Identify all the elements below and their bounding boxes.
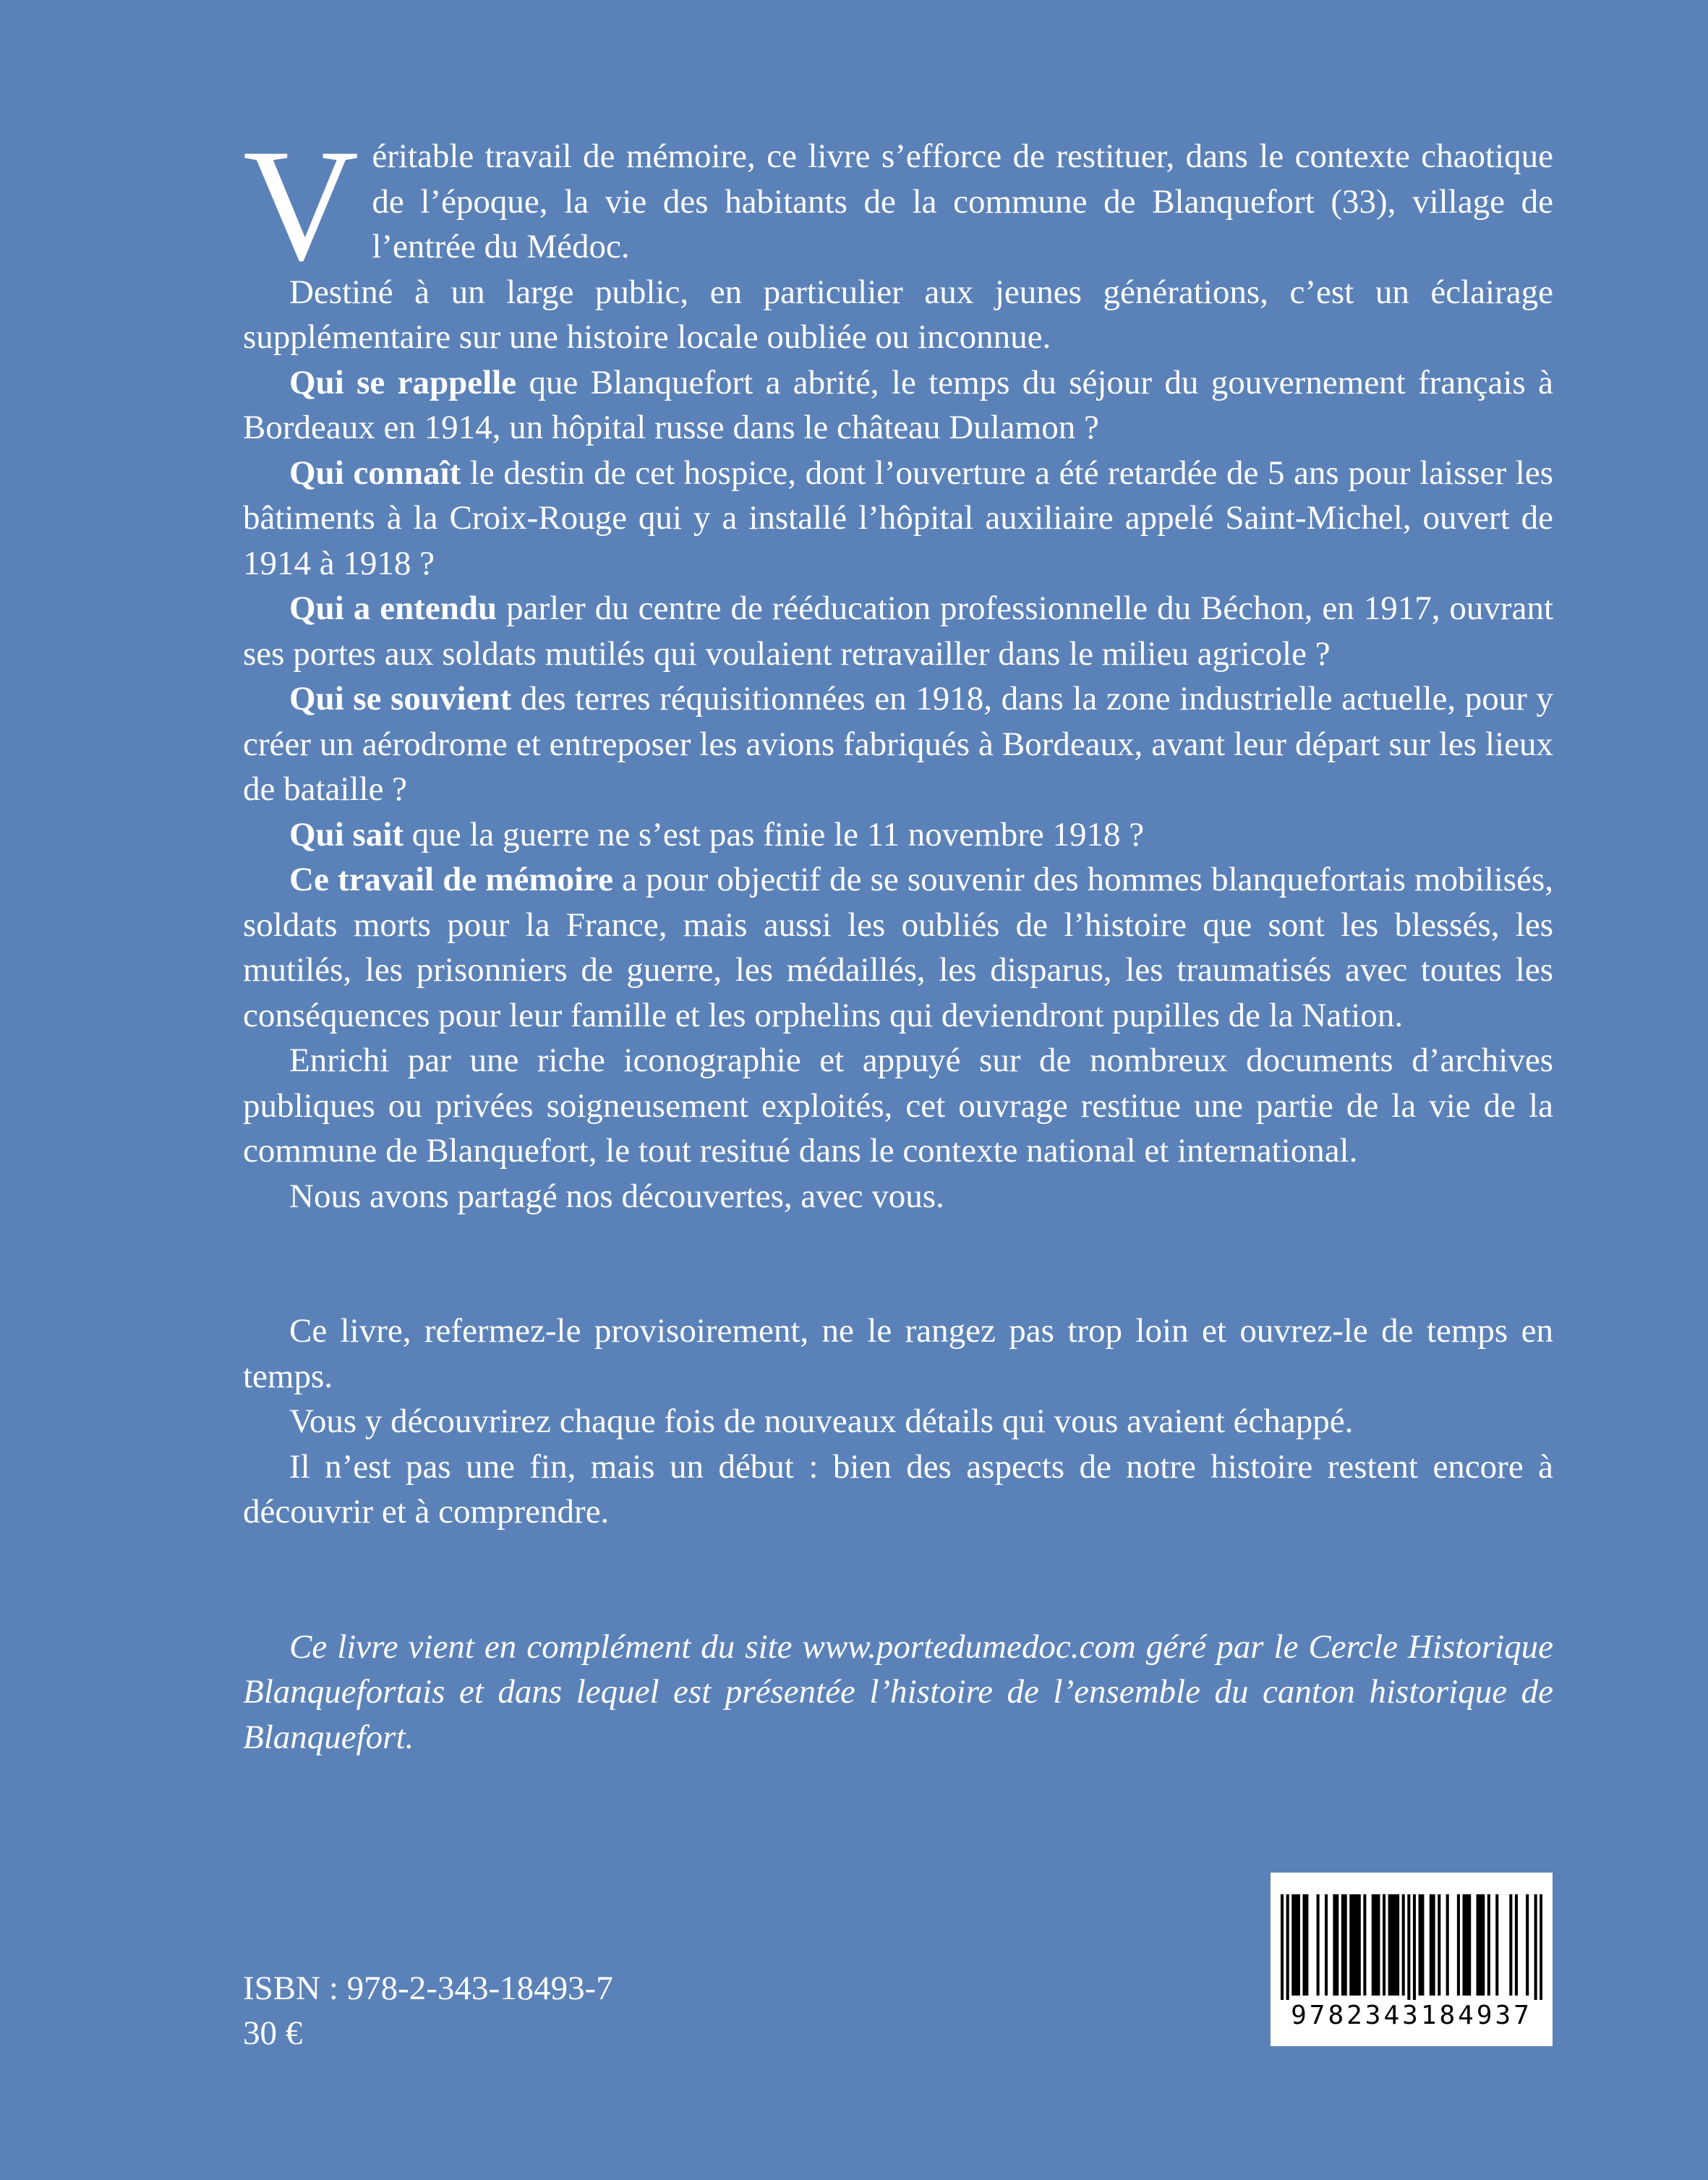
memory-lead: Ce travail de mémoire [289, 861, 613, 898]
barcode-bar [1341, 1894, 1344, 1996]
question-paragraph-5 [243, 812, 1553, 858]
isbn-block [243, 1966, 613, 2056]
barcode-bar [1495, 1894, 1498, 1996]
question-paragraph-4 [243, 676, 1553, 812]
question-lead: Qui se souvient [289, 680, 512, 718]
barcode-bar [1526, 1894, 1529, 1996]
barcode-bar [1534, 1894, 1537, 2000]
barcode-bar [1355, 1894, 1358, 1996]
barcode-bar [1377, 1894, 1380, 1996]
barcode-bar [1352, 1894, 1355, 1996]
question-lead: Qui a entendu [289, 589, 498, 627]
closing-paragraph-3: Il n’est pas une fin, mais un début : bien des aspects de notre histoire restent encore à découvrir et à comprendre. [243, 1447, 1553, 1530]
barcode-bar [1421, 1894, 1424, 1996]
spacer [243, 1219, 1553, 1308]
question-paragraph-3 [243, 586, 1553, 676]
question-text: des terres réquisitionnées en 1918, dans la zone industrielle actuelle, pour y créer un aérodrome et entreposer les avions fabriqués à Bordeaux, avant leur départ sur les lieux de bataille ? [243, 680, 1553, 808]
barcode-bar [1391, 1894, 1393, 1996]
barcode-bar [1419, 1894, 1422, 1996]
back-cover-text [243, 116, 1554, 1760]
barcode-bar [1462, 1894, 1465, 1996]
question-text: parler du centre de rééducation professionnelle du Béchon, en 1917, ouvrant ses portes aux soldats mutilés qui voulaient retravailler dans le milieu agricole ? [243, 589, 1554, 673]
barcode-digits: 9782343184937 [1291, 2001, 1532, 2030]
barcode-bar [1465, 1894, 1468, 1996]
intro-paragraph [243, 116, 1553, 294]
closing-paragraph-2: Vous y découvrirez chaque fois de nouveaux détails qui vous avaient échappé. [289, 1402, 1354, 1440]
barcode-bar [1383, 1894, 1385, 1996]
barcode-bar [1305, 1894, 1308, 1996]
intro-text: éritable travail de mémoire, ce livre s’efforce de restituer, dans le contexte chaotique de l’époque, la vie des habitants de la commune de Blanquefort (33), village de l’entrée du Médoc. [372, 137, 1553, 265]
shared-paragraph: Nous avons partagé nos découvertes, avec vous. [289, 1177, 944, 1215]
barcode-bar [1333, 1894, 1336, 1996]
barcode-bar [1438, 1894, 1440, 1996]
iconography-paragraph: Enrichi par une riche iconographie et appuyé sur de nombreux documents d’archives publiques ou privées soigneusement exploités, cet ouvrage restitue une partie de la vie de la commune de Blanquefort, le tout resitué dans le contexte national et international. [243, 1042, 1553, 1170]
barcode-bar [1413, 1894, 1416, 2000]
question-text: que la guerre ne s’est pas finie le 11 novembre 1918 ? [403, 815, 1145, 853]
barcode-bar [1281, 1894, 1284, 2000]
closing-paragraph-1: Ce livre, refermez-le provisoirement, ne le rangez pas trop loin et ouvrez-le de temps en temps. [243, 1312, 1553, 1395]
barcode-bar [1396, 1894, 1399, 1996]
barcode-bar [1393, 1894, 1396, 1996]
question-lead: Qui se rappelle [289, 363, 517, 401]
barcode [1271, 1873, 1553, 2046]
barcode-bar [1457, 1894, 1460, 1996]
barcode-bar [1302, 1894, 1305, 1996]
barcode-bar [1294, 1894, 1297, 1996]
barcode-bar [1430, 1894, 1432, 1996]
barcode-bar [1344, 1894, 1347, 1996]
barcode-bar [1375, 1894, 1378, 1996]
barcode-bar [1468, 1894, 1471, 1996]
barcode-bar [1487, 1894, 1490, 1996]
barcode-bar [1317, 1894, 1320, 1996]
barcode-bar [1297, 1894, 1300, 1996]
barcode-bar [1407, 1894, 1410, 2000]
barcode-bar [1482, 1894, 1485, 1996]
barcode-bar [1446, 1894, 1449, 1996]
barcode-bar [1402, 1894, 1405, 1996]
barcode-bar [1291, 1894, 1294, 1996]
barcode-bar [1349, 1894, 1352, 1996]
memory-paragraph [243, 857, 1553, 1038]
question-paragraph-1 [243, 360, 1553, 451]
barcode-bar [1372, 1894, 1375, 1996]
question-paragraph-2 [243, 451, 1553, 587]
isbn-label: ISBN : 978-2-343-18493-7 [243, 1970, 613, 2007]
memory-text: a pour objectif de se souvenir des hommes blanquefortais mobilisés, soldats morts pour la France, mais aussi les oubliés de l’histoire que sont les blessés, les mutilés, les prisonniers de guerre, les médaillés, les disparus, les traumatisés avec toutes les conséquences pour leur famille et les orphelins qui deviendront pupilles de la Nation. [243, 861, 1553, 1034]
question-lead: Qui connaît [289, 454, 461, 492]
question-text: le destin de cet hospice, dont l’ouverture a été retardée de 5 ans pour laisser les bâtiments à la Croix-Rouge qui y a installé l’hôpital auxiliaire appelé Saint-Michel, ouvert de 1914 à 1918 ? [243, 454, 1554, 582]
barcode-bar [1540, 1894, 1542, 2000]
barcode-bar [1515, 1894, 1518, 1996]
audience-paragraph: Destiné à un large public, en particulier aux jeunes générations, c’est un éclairage supplémentaire sur une histoire locale oubliée ou inconnue. [243, 273, 1553, 356]
barcode-bar [1286, 1894, 1289, 2000]
drop-cap: V [243, 116, 359, 294]
barcode-bar [1388, 1894, 1391, 1996]
barcode-bar [1432, 1894, 1435, 1996]
website-note: Ce livre vient en complément du site www.portedumedoc.com géré par le Cercle Historique Blanquefortais et dans lequel est présentée l’histoire de l’ensemble du canton historique de Blanquefort. [243, 1627, 1553, 1756]
spacer [243, 1535, 1553, 1625]
question-lead: Qui sait [289, 815, 404, 853]
barcode-bar [1363, 1894, 1366, 1996]
barcode-bar [1509, 1894, 1512, 1996]
question-text: que Blanquefort a abrité, le temps du séjour du gouvernement français à Bordeaux en 1914, un hôpital russe dans le château Dulamon ? [243, 363, 1553, 446]
barcode-bar [1325, 1894, 1328, 1996]
barcode-bars [1281, 1894, 1542, 2000]
barcode-bar [1479, 1894, 1482, 1996]
barcode-bar [1358, 1894, 1361, 1996]
barcode-bar [1477, 1894, 1479, 1996]
price-label: 30 € [243, 2014, 303, 2052]
barcode-bar [1336, 1894, 1338, 1996]
